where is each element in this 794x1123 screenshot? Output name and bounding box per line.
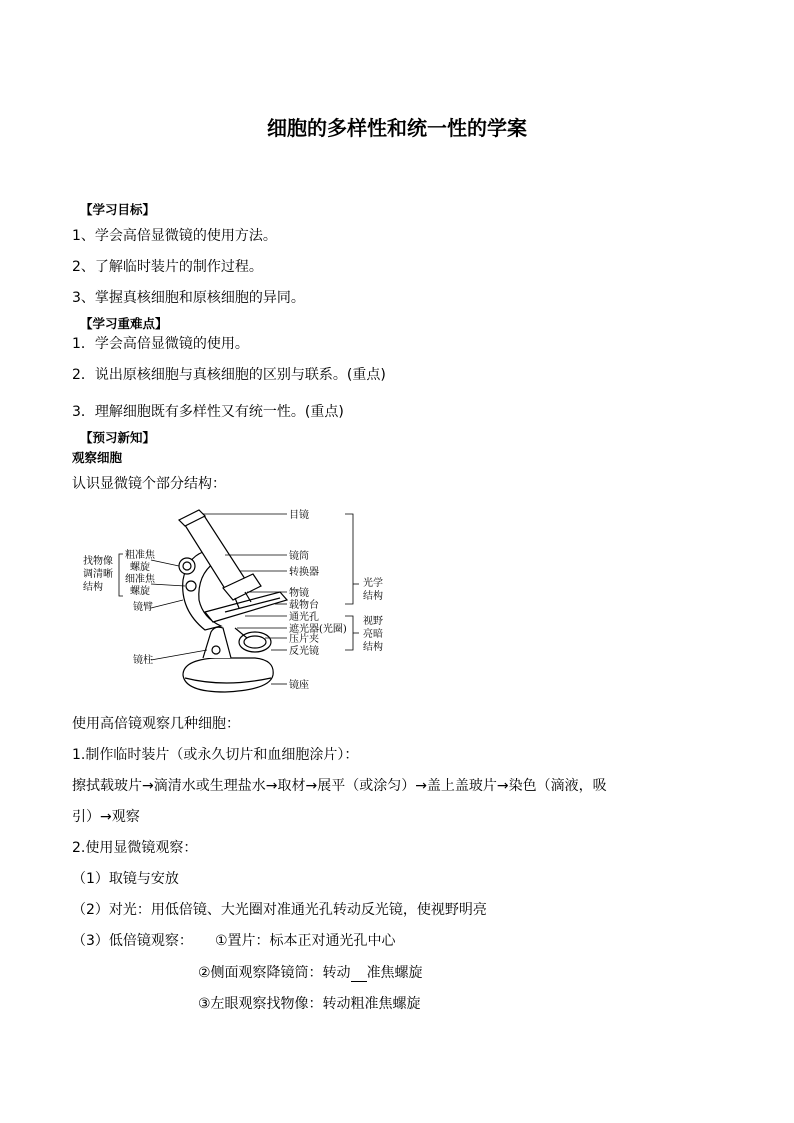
fig-label: 通光孔 (289, 612, 319, 623)
microscope-diagram (75, 500, 405, 700)
fig-label: 光学 (363, 578, 383, 589)
fig-label: 结构 (363, 591, 383, 602)
objective-item: 1、学会高倍显微镜的使用方法。 (72, 228, 277, 244)
key-points-heading: 【学习重难点】 (80, 316, 168, 331)
key-point-item: 1．学会高倍显微镜的使用。 (72, 336, 249, 352)
step1-line: 引）→观察 (72, 809, 140, 825)
fig-label: 粗准焦 (125, 550, 155, 561)
structure-intro: 认识显微镜个部分结构： (72, 476, 226, 492)
fig-label: 螺旋 (130, 586, 150, 597)
fig-label: 载物台 (289, 600, 319, 611)
page-title: 细胞的多样性和统一性的学案 (267, 116, 527, 140)
objectives-heading: 【学习目标】 (80, 202, 156, 217)
step1-line: 擦拭载玻片→滴清水或生理盐水→取材→展平（或涂匀）→盖上盖玻片→染色（滴液，吸 (72, 778, 607, 794)
fig-label: 物镜 (289, 588, 309, 599)
key-point-item: 2．说出原核细胞与真核细胞的区别与联系。(重点) (72, 367, 386, 383)
fig-label: 镜臂 (133, 602, 153, 613)
fig-label: 调清晰 (83, 569, 113, 580)
sub-step-label: （3）低倍镜观察： (72, 933, 193, 949)
objective-item: 3、掌握真核细胞和原核细胞的异同。 (72, 290, 305, 306)
usage-intro: 使用高倍镜观察几种细胞： (72, 716, 240, 732)
fig-label: 反光镜 (289, 646, 319, 657)
fig-label: 细准焦 (125, 574, 155, 585)
sub-step-text: ②侧面观察降镜筒：转动 (198, 965, 351, 981)
fig-label: 镜柱 (133, 655, 153, 666)
step2-title: 2.使用显微镜观察： (72, 840, 198, 856)
fig-label: 压片夹 (289, 634, 319, 645)
step1-title: 1.制作临时装片（或永久切片和血细胞涂片）： (72, 747, 359, 763)
fig-label: 转换器 (289, 567, 319, 578)
preview-heading: 【预习新知】 (80, 430, 156, 445)
sub-step: ①置片：标本正对通光孔中心 (215, 933, 396, 949)
sub-step: （2）对光：用低倍镜、大光圈对准通光孔转动反光镜，使视野明亮 (72, 902, 487, 918)
fig-label: 螺旋 (130, 562, 150, 573)
sub-step-text: 准焦螺旋 (366, 965, 423, 981)
key-point-item: 3．理解细胞既有多样性又有统一性。(重点) (72, 404, 344, 420)
fig-label: 亮暗 (363, 629, 383, 640)
fig-label: 遮光器(光圈) (289, 624, 347, 635)
fig-label: 找物像 (83, 556, 113, 567)
fig-label: 结构 (83, 582, 103, 593)
objective-item: 2、了解临时装片的制作过程。 (72, 259, 263, 275)
fill-blank[interactable] (351, 967, 367, 982)
sub-step (198, 962, 423, 982)
fig-label: 目镜 (289, 510, 309, 521)
sub-step: （1）取镜与安放 (72, 871, 179, 887)
fig-label: 镜座 (289, 680, 309, 691)
fig-label: 镜筒 (289, 551, 309, 562)
fig-label: 结构 (363, 642, 383, 653)
sub-step: ③左眼观察找物像：转动粗准焦螺旋 (198, 996, 421, 1012)
observe-heading: 观察细胞 (72, 450, 123, 465)
fig-label: 视野 (363, 616, 383, 627)
